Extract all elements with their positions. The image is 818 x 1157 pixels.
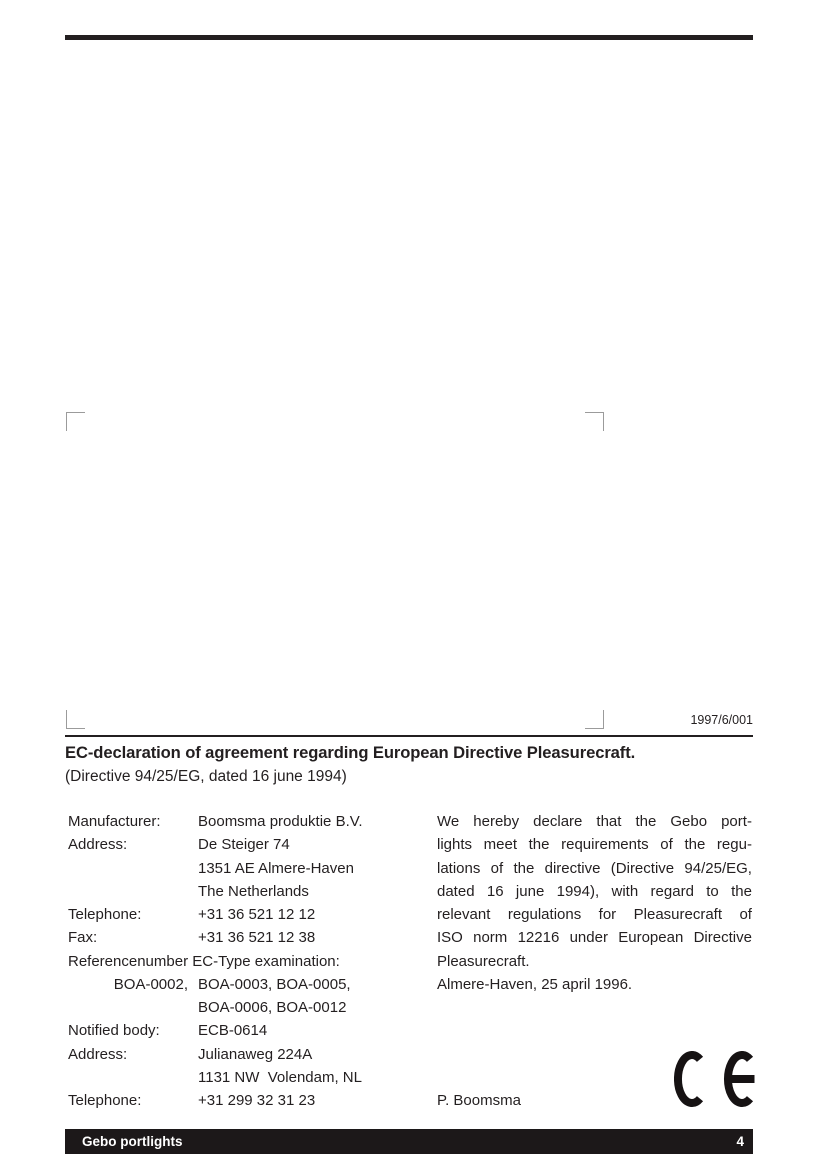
detail-label: Notified body: (68, 1022, 160, 1040)
footer-title: Gebo portlights (82, 1134, 183, 1149)
declaration-line: lights meet the requirements of the regu- (437, 836, 752, 854)
detail-label: Telephone: (68, 906, 142, 923)
top-rule (65, 35, 753, 40)
detail-label (68, 880, 198, 903)
detail-row (68, 833, 436, 856)
detail-value: The Netherlands (198, 882, 309, 900)
detail-row (68, 926, 436, 949)
detail-row (68, 996, 436, 1019)
signature-name: P. Boomsma (437, 1092, 521, 1109)
detail-value: Julianaweg 224A (198, 1045, 313, 1063)
declaration-line: Pleasurecraft. (437, 952, 530, 970)
declaration-date: Almere-Haven, 25 april 1996. (437, 975, 633, 993)
detail-value: 1351 AE Almere-Haven (198, 859, 354, 877)
detail-value: BOA-0006, BOA-0012 (198, 999, 347, 1016)
manufacturer-details (68, 810, 436, 1112)
page-title: EC-declaration of agreement regarding European Directive Pleasurecraft. (65, 743, 636, 762)
detail-value: Boomsma produktie B.V. (198, 813, 363, 830)
detail-row (68, 973, 436, 996)
footer-page-number: 4 (736, 1134, 744, 1149)
detail-label: BOA-0002, (113, 975, 188, 993)
document-number: 1997/6/001 (690, 713, 753, 727)
detail-row (68, 1043, 436, 1066)
detail-row (68, 880, 436, 903)
detail-label: Address: (68, 1045, 128, 1063)
detail-value: +31 36 521 12 38 (198, 929, 316, 947)
declaration-text (437, 810, 752, 996)
detail-value: BOA-0003, BOA-0005, (198, 975, 351, 993)
detail-row (68, 810, 436, 833)
detail-value: De Steiger 74 (198, 836, 290, 854)
ce-mark-icon (674, 1051, 755, 1108)
detail-label: Fax: (68, 929, 98, 947)
reference-heading: Referencenumber EC-Type examination: (68, 952, 340, 970)
declaration-line: relevant regulations for Pleasurecraft of (437, 906, 752, 923)
detail-row (68, 1089, 436, 1112)
detail-row (68, 1019, 436, 1042)
detail-label (68, 857, 198, 880)
detail-label: Manufacturer: (68, 813, 161, 830)
detail-row (68, 1066, 436, 1089)
detail-label: Address: (68, 836, 128, 854)
header-rule (65, 735, 753, 737)
detail-row (68, 857, 436, 880)
crop-mark-top-right (585, 412, 604, 431)
detail-label (68, 1066, 198, 1089)
detail-label: Telephone: (68, 1092, 142, 1109)
declaration-line: dated 16 june 1994), with regard to the (437, 882, 752, 900)
detail-value: ECB-0614 (198, 1022, 268, 1040)
detail-value: 1131 NW Volendam, NL (198, 1068, 362, 1086)
page-subtitle: (Directive 94/25/EG, dated 16 june 1994) (65, 768, 347, 785)
declaration-line: We hereby declare that the Gebo port- (437, 813, 752, 830)
declaration-line: ISO norm 12216 under European Directive (437, 929, 752, 947)
declaration-line: lations of the directive (Directive 94/25/EG, (437, 859, 752, 877)
crop-mark-top-left (66, 412, 85, 431)
detail-value: +31 299 32 31 23 (198, 1092, 316, 1109)
detail-value: +31 36 521 12 12 (198, 906, 316, 923)
footer-bar (65, 1129, 753, 1154)
detail-label (68, 996, 198, 1019)
detail-row (68, 903, 436, 926)
